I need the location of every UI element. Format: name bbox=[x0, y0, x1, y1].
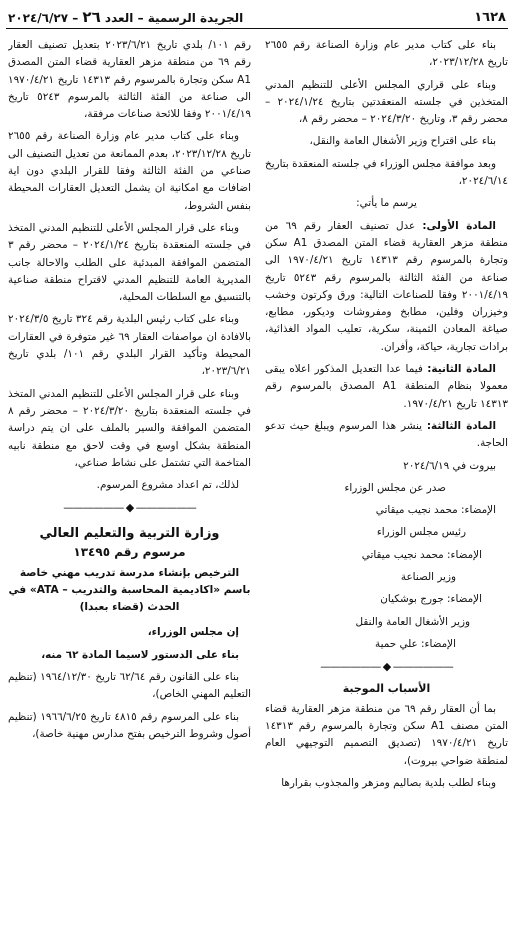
decree-number: مرسوم رقم ١٣٤٩٥ bbox=[73, 545, 186, 560]
section-separator: —————— ◆ —————— bbox=[63, 501, 196, 515]
paragraph: وبناء على قرار المجلس الأعلى للتنظيم المدني المتخذ في جلسته المنعقدة بتاريخ ٢٠٢٤/١/٢٤ – محضر رقم ٣ المتضمن الموافقة المبدئية على الطلب والاحالة جانب المديرية العامة للتنظيم المدني لاقتراح منطقة صناعية بالتنسيق مع السلطات المحلية، bbox=[8, 221, 251, 304]
paragraph: وبعد موافقة مجلس الوزراء في جلسته المنعقدة بتاريخ ٢٠٢٤/٦/١٤، bbox=[265, 157, 508, 188]
signatory-title: وزير الصناعة bbox=[400, 571, 456, 584]
paragraph: لذلك، تم اعداد مشروع المرسوم. bbox=[96, 479, 239, 492]
journal-title bbox=[8, 8, 243, 26]
paragraph: وبناء على كتاب مدير عام وزارة الصناعة رقم ٢٦٥٥ تاريخ ٢٠٢٣/١٢/٢٨، بعدم الممانعة من تعديل التصنيف الى صناعي من الفئة الثالثة وفقا للقرار البلدي دون اية اضافات مع امكانية ان يشمل التعديل العقارات المحيطة بنفس الشروط، bbox=[8, 130, 251, 212]
place-date: بيروت في ٢٠٢٤/٦/١٩ bbox=[403, 459, 496, 472]
article-label: المادة الثانية: bbox=[427, 363, 496, 376]
article-1 bbox=[265, 218, 508, 356]
paragraph: وبناء لطلب بلدية بصاليم ومزهر والمجذوب بقرارها bbox=[281, 776, 496, 789]
signatory-title: وزير الأشغال العامة والنقل bbox=[355, 615, 470, 628]
article-label: المادة الثالثة: bbox=[426, 419, 497, 432]
article-label: المادة الأولى: bbox=[422, 219, 496, 232]
article-text: ينشر هذا المرسوم ويبلغ حيث تدعو الحاجة. bbox=[265, 419, 508, 450]
paragraph: رقم ١٠١/ بلدي تاريخ ٢٠٢٣/٦/٢١ بتعديل تصنيف العقار رقم ٦٩ من منطقة مزهر العقارية قضاء المتن المصدق A1 سكن وتجارة بالمرسوم رقم ١٤٣١٣ تاريخ ١٩٧٠/٤/٢١ الى صناعة من الفئة الثالثة بالمرسوم ٥٢٤٣ تاريخ ٢٠٠١/٤/١٩ وفقا للائحة صناعات مرفقة، bbox=[8, 39, 251, 121]
paragraph: بناء على كتاب مدير عام وزارة الصناعة رقم ٢٦٥٥ تاريخ ٢٠٢٣/١٢/٢٨، bbox=[265, 39, 508, 69]
paragraph: وبناء على كتاب رئيس البلدية رقم ٣٢٤ تاريخ ٢٠٢٤/٣/٥ بالافادة ان مواصفات العقار ٦٩ غير متوفرة في العقارات المحيطة وتأكيد القرار البلدي رقم ١٠١/ بلدي تاريخ ٢٠٢٣/٦/٢١، bbox=[8, 313, 251, 378]
right-column bbox=[265, 37, 508, 927]
ministry-title: وزارة التربية والتعليم العالي bbox=[39, 525, 220, 541]
issued-by: صدر عن مجلس الوزراء bbox=[344, 481, 446, 494]
preamble: بناء على الدستور لاسيما المادة ٦٢ منه، bbox=[41, 648, 239, 661]
paragraph: وبناء على قراري المجلس الأعلى للتنظيم المدني المتخذين في جلسته المنعقدتين بتاريخ ٢٠٢٤/١/٢٤ – محضر رقم ٣، وتاريخ ٢٠٢٤/٣/٢٠ – محضر رقم ٨، bbox=[265, 78, 508, 126]
signatory-title: رئيس مجلس الوزراء bbox=[376, 526, 466, 539]
decree-formula: يرسم ما يأتي: bbox=[356, 197, 417, 210]
article-3 bbox=[265, 418, 508, 453]
section-separator: —————— ◆ —————— bbox=[320, 660, 453, 674]
decree-title: الترخيص بإنشاء مدرسة تدريب مهني خاصة باسم «اكاديمية المحاسبة والتدريب – ATA» في الحدث (قضاء بعبدا) bbox=[8, 567, 251, 614]
signature: الإمضاء: جورج بوشكيان bbox=[380, 593, 482, 606]
column-gutter bbox=[251, 37, 265, 927]
reasons-title: الأسباب الموجبة bbox=[342, 681, 431, 695]
paragraph: بناء على المرسوم رقم ٤٨١٥ تاريخ ١٩٦٦/٦/٢٥ (تنظيم أصول وشروط الترخيص بفتح مدارس مهنية خاصة)، bbox=[8, 710, 251, 740]
columns bbox=[6, 37, 508, 927]
article-text: عدل تصنيف العقار رقم ٦٩ من منطقة مزهر العقارية قضاء المتن المصدق A1 سكن وتجارة بالمرسوم رقم ١٤٣١٣ تاريخ ١٩٧٠/٤/٢١ الى صناعة من الفئة الثالثة بالمرسوم رقم ٥٢٤٣ تاريخ ٢٠٠١/٤/١٩ وفقا للصناعات التالية: ورق وكرتون وخشب وخيزران وفلين، مطابخ ومفروشات وديكور، مطابع، صياغة المعادن الثمينة، سكرية، تعليب المواد الغذائية، برادات تجارية، حياكة، وأفران. bbox=[265, 219, 508, 353]
article-2 bbox=[265, 361, 508, 413]
page-header bbox=[6, 6, 508, 29]
paragraph: وبناء على قرار المجلس الأعلى للتنظيم المدني المتخذ في جلسته المنعقدة بتاريخ ٢٠٢٤/٣/٢٠ – محضر رقم ٨ المتضمن الموافقة والسير بالملف على ان يتم دراسة المنطقة بشكل اوسع في وقت لاحق مع منطقة نابيه المتاخمة التي تشتمل على نشاط صناعي، bbox=[8, 387, 251, 469]
issue-number: ٢٦ bbox=[82, 8, 101, 26]
page-number: ١٦٢٨ bbox=[474, 9, 506, 25]
signature: الإمضاء: محمد نجيب ميقاتي bbox=[361, 548, 482, 561]
signature: الإمضاء: علي حمية bbox=[375, 637, 456, 650]
preamble: إن مجلس الوزراء، bbox=[147, 626, 239, 639]
journal-name: الجريدة الرسمية – العدد bbox=[104, 11, 244, 25]
signature: الإمضاء: محمد نجيب ميقاتي bbox=[375, 504, 496, 517]
issue-date: – ٢٠٢٤/٦/٢٧ bbox=[8, 11, 79, 25]
article-text: فيما عدا التعديل المذكور اعلاه يبقى معمولا بنظام المنطقة A1 المصدق بالمرسوم رقم ١٤٣١٣ تاريخ ١٩٧٠/٤/٢١. bbox=[265, 363, 508, 410]
left-column bbox=[8, 37, 251, 927]
paragraph: بما أن العقار رقم ٦٩ من منطقة مزهر العقارية قضاء المتن مصنف A1 سكن وتجارة بالمرسوم رقم ١٤٣١٣ تاريخ ١٩٧٠/٤/٢١ (تصديق التصميم التوجيهي العام لمنطقة ضواحي بيروت)، bbox=[265, 702, 508, 767]
paragraph: بناء على اقتراح وزير الأشغال العامة والنقل، bbox=[309, 135, 496, 148]
paragraph: بناء على القانون رقم ٦٢/٦٤ تاريخ ١٩٦٤/١٢/٣٠ (تنظيم التعليم المهني الخاص)، bbox=[8, 670, 251, 701]
